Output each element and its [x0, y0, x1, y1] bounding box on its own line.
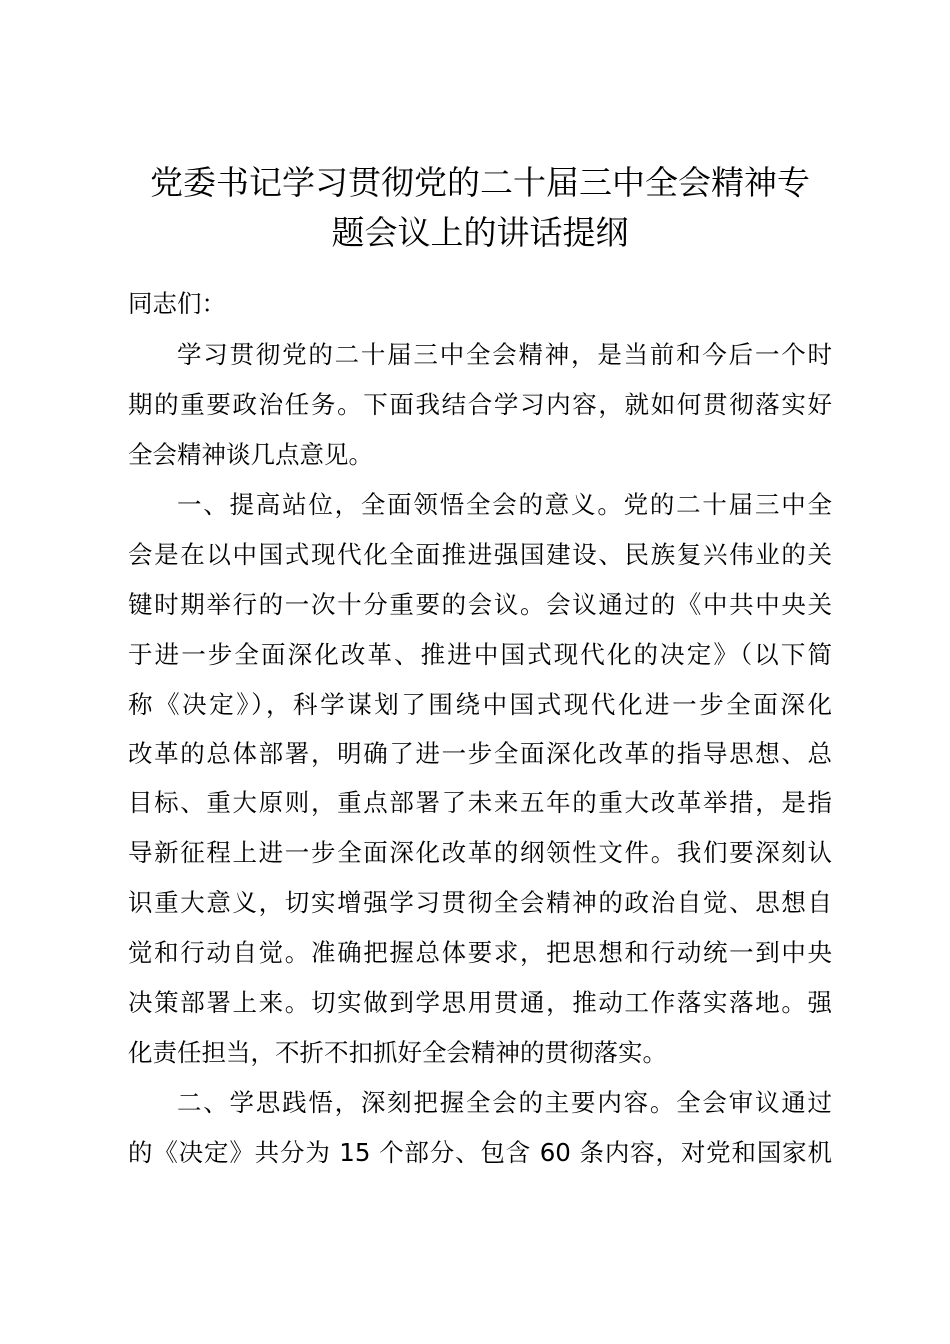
paragraph-line: 化责任担当，不折不扣抓好全会精神的贯彻落实。	[128, 1038, 667, 1067]
paragraph-line: 期的重要政治任务。下面我结合学习内容，就如何贯彻落实好	[128, 390, 832, 419]
paragraph-line: 决策部署上来。切实做到学思用贯通，推动工作落实落地。强	[128, 988, 832, 1017]
document-title-line-2: 题会议上的讲话提纲	[331, 213, 629, 252]
section-heading-line: 一、提高站位，全面领悟全会的意义。党的二十届三中全	[177, 490, 832, 519]
paragraph-line: 学习贯彻党的二十届三中全会精神，是当前和今后一个时	[177, 340, 832, 369]
paragraph-line: 于进一步全面深化改革、推进中国式现代化的决定》（以下简	[128, 640, 832, 669]
paragraph-line: 觉和行动自觉。准确把握总体要求，把思想和行动统一到中央	[128, 938, 832, 967]
paragraph-line: 称《决定》），科学谋划了围绕中国式现代化进一步全面深化	[128, 690, 832, 719]
paragraph-line: 会是在以中国式现代化全面推进强国建设、民族复兴伟业的关	[128, 540, 832, 569]
paragraph-line: 的《决定》共分为 15 个部分、包含 60 条内容，对党和国家机	[128, 1138, 832, 1167]
document-title-line-1: 党委书记学习贯彻党的二十届三中全会精神专	[150, 163, 810, 202]
paragraph-line: 键时期举行的一次十分重要的会议。会议通过的《中共中央关	[128, 590, 832, 619]
paragraph-line: 识重大意义，切实增强学习贯彻全会精神的政治自觉、思想自	[128, 888, 832, 917]
paragraph-line: 全会精神谈几点意见。	[128, 440, 373, 469]
paragraph-line: 导新征程上进一步全面深化改革的纲领性文件。我们要深刻认	[128, 838, 832, 867]
section-heading-line: 二、学思践悟，深刻把握全会的主要内容。全会审议通过	[177, 1088, 832, 1117]
paragraph-line: 目标、重大原则，重点部署了未来五年的重大改革举措，是指	[128, 788, 832, 817]
paragraph-line: 改革的总体部署，明确了进一步全面深化改革的指导思想、总	[128, 739, 832, 768]
salutation: 同志们：	[128, 289, 226, 318]
